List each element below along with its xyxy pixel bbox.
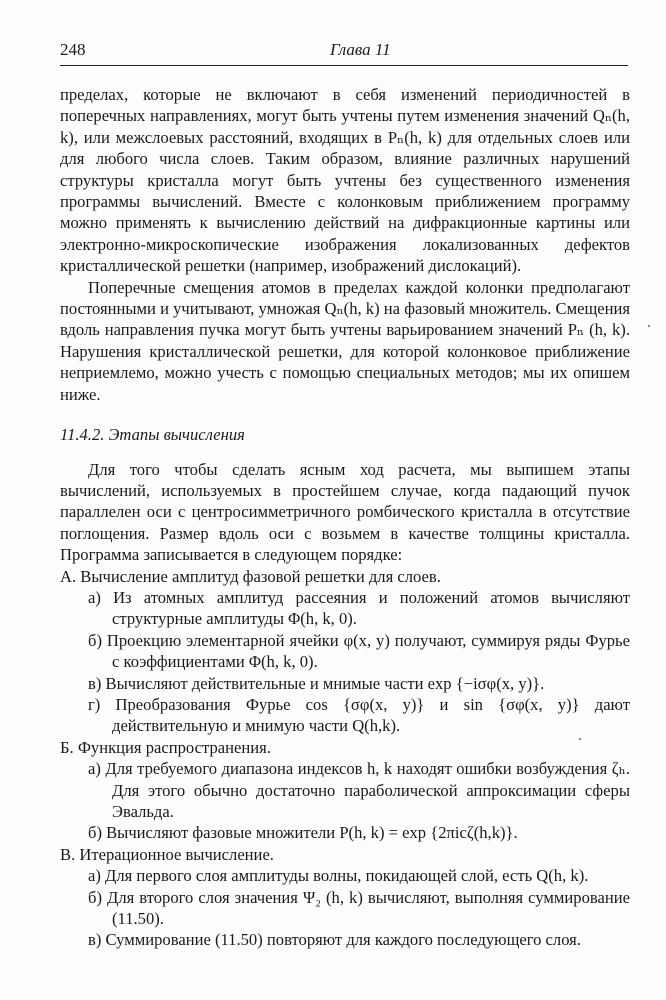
header-rule <box>60 65 628 66</box>
paragraph-transverse-shifts: Поперечные смещения атомов в пределах каждой колонки предполагают постоянными и учитывают, умножая Qₙ(h, k) на фазовый множитель. Смещения вдоль направления пучка могут быть учтены варьированием значений Pₙ (h, k). Нарушения кристаллической решетки, для которой колонковое приближение неприемлемо, можно учесть с помощью специальных методов; мы их опишем ниже. <box>60 277 630 404</box>
paragraph-intro: Для того чтобы сделать ясным ход расчета, мы выпишем этапы вычислений, используемых в простейшем случае, когда падающий пучок параллелен оси c центросимметричного ромбического кристалла в отсутствие поглощения. Размер вдоль оси c возьмем в качестве толщины кристалла. Программа записывается в следующем порядке: <box>60 459 630 565</box>
step-c-item-a: а) Для первого слоя амплитуды волны, покидающей слой, есть Q(h, k). <box>88 866 589 886</box>
running-head: Глава 11 <box>330 40 391 59</box>
step-c-item-c: в) Суммирование (11.50) повторяют для каждого последующего слоя. <box>88 930 581 950</box>
paragraph-continued: пределах, которые не включают в себя изменений периодичностей в поперечных направлениях, могут быть учтены путем изменения значений Qₙ(h, k), или межслоевых расстояний, входящих в Pₙ(h, k) для отдельных слоев или для любого числа слоев. Таким образом, влияние различных нарушений структуры кристалла могут быть учтены без существенного изменения программы вычислений. Вместе с колонковым приближением программу можно применять к вычислению действий на дифракционные картины или электронно-микроскопические изображения локализованных дефектов кристаллической решетки (например, изображений дислокаций). <box>60 85 630 276</box>
step-c-title: В. Итерационное вычисление. <box>60 844 274 864</box>
step-b-item-a: а) Для требуемого диапазона индексов h, k находят ошибки возбуждения ζₕ. Для этого обычно достаточно параболической аппроксимации сферы Эвальда. <box>88 759 630 821</box>
page-body <box>60 84 630 951</box>
step-a-title: А. Вычисление амплитуд фазовой решетки для слоев. <box>60 566 441 586</box>
page-number: 248 <box>60 40 86 59</box>
step-b-item-b: б) Вычисляют фазовые множители P(h, k) = exp {2πicζ(h,k)}. <box>88 823 518 843</box>
scan-speck <box>648 325 650 327</box>
section-heading: 11.4.2. Этапы вычисления <box>60 425 245 445</box>
step-a-item-d: г) Преобразования Фурье cos {σφ(x, y)} и sin {σφ(x, y)} дают действительную и мнимую части Q(h,k). <box>88 694 630 736</box>
steps-list <box>60 566 630 951</box>
scan-speck <box>579 738 581 740</box>
step-b-title: Б. Функция распространения. <box>60 737 271 757</box>
step-a-item-a: а) Из атомных амплитуд рассеяния и положений атомов вычисляют структурные амплитуды Φ(h, k, 0). <box>88 587 630 629</box>
page-header <box>60 40 628 64</box>
step-a-item-c: в) Вычисляют действительные и мнимые части exp {−iσφ(x, y)}. <box>88 673 545 693</box>
step-c-item-b: б) Для второго слоя значения Ψ₂ (h, k) вычисляют, выполняя суммирование (11.50). <box>88 887 630 929</box>
step-a-item-b: б) Проекцию элементарной ячейки φ(x, y) получают, суммируя ряды Фурье с коэффициентами Φ(h, k, 0). <box>88 630 630 672</box>
